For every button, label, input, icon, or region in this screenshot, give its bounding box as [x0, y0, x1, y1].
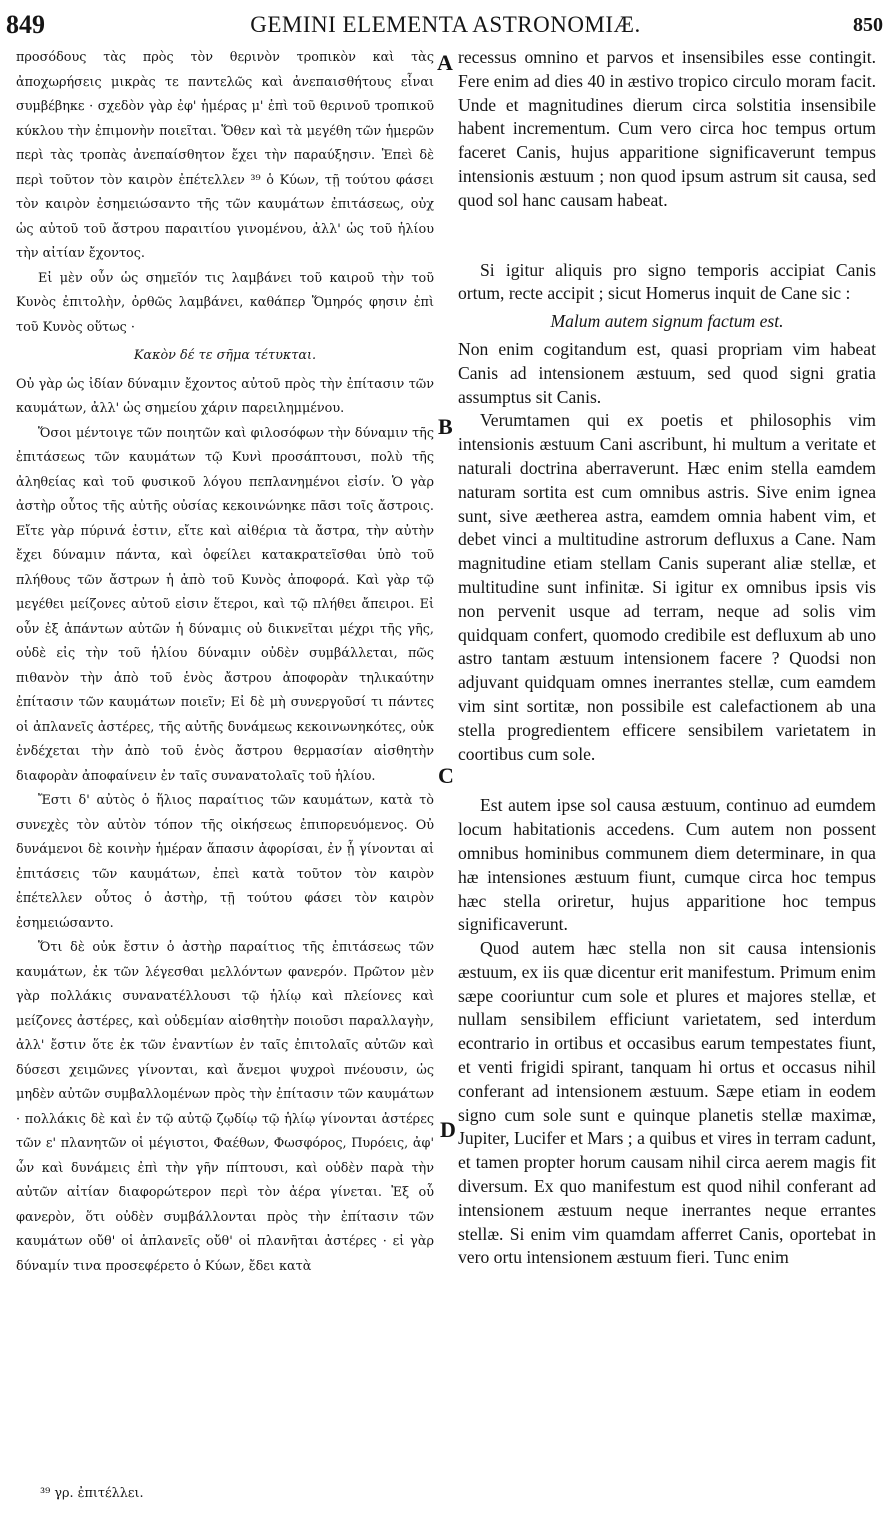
margin-letter-a: A: [437, 50, 453, 75]
greek-paragraph-4: Ὅσοι μέντοιγε τῶν ποιητῶν καὶ φιλοσόφων τὴν δύναμιν τῆς ἐπιτάσεως τῶν καυμάτων τῷ Κυνὶ προσάπτουσι, πολὺ τῆς ἀληθείας καὶ τοῦ φυσικοῦ λόγου πεπλανημένοι εἰσίν. Ὁ γὰρ ἀστὴρ οὗτος τῆς αὐτῆς οὐσίας κεκοινώνηκε πᾶσι τοῖς ἄστροις. Εἴτε γὰρ πύρινά ἐστιν, εἴτε καὶ αἰθέρια τὰ ἄστρα, τὴν αὐτὴν ἔχει δύναμιν πάντα, καὶ ὀφείλει κατακρατεῖσθαι ὑπὸ τοῦ πλήθους τῶν ἄστρων ἡ ἀπὸ τοῦ Κυνὸς ἀποφορά. Καὶ γὰρ τῷ μεγέθει μείζονες αὐτοῦ εἰσιν ἕτεροι, καὶ τῷ πλήθει ἄπειροι. Εἰ οὖν ἐξ ἁπάντων αὐτῶν ἡ δύναμις οὐ διικνεῖται μέχρι τῆς γῆς, οὐδὲ εἰς τὴν τοῦ ἡλίου δύναμιν οὐδὲν συμβάλλεται, πῶς πιθανὸν τὴν ἀπὸ τοῦ ἑνὸς ἄστρου ἀποφορὰν τηλικαύτην ἐπίτασιν τῶν καυμάτων ποιεῖν; Εἰ δὲ μὴ συνεργοῦσί τι πάντες οἱ ἀπλανεῖς ἀστέρες, τῆς αὐτῆς δυνάμεως κεκοινωνηκότες, οὐκ ἐνδέχεται τὴν ἀπὸ τοῦ ἑνὸς ἄστρου θερμασίαν αἰσθητὴν διαφορὰν ἀποφαίνειν ἐν ταῖς συνανατολαῖς τοῦ ἡλίου.: [16, 425, 434, 784]
latin-paragraph-3: Non enim cogitandum est, quasi propriam vim habeat Canis ad intensionem æstuum, sed quod signi gratia assumptus sit Canis.: [458, 338, 876, 407]
margin-letter-d: D: [440, 1117, 456, 1142]
greek-paragraph-5: Ἔστι δ' αὐτὸς ὁ ἥλιος παραίτιος τῶν καυμάτων, κατὰ τὸ συνεχὲς τὸν αὐτὸν τόπον τῆς οἰκήσεως ἐπιπορευόμενος. Οὐ δυνάμενοι δὲ κοινὴν ἡμέραν ἅπασιν ἀφορίσαι, ἐν ᾗ γίνονται αἱ ἐπιτάσεις τῶν καυμάτων, ἐπεὶ κατὰ τοῦτον τὸν καιρὸν ἐπέτελλεν οὗτος ὁ ἀστὴρ, τῇ τούτου φάσει τὸν καιρὸν ἐσημειώσαντο.: [16, 793, 434, 931]
greek-paragraph-1: προσόδους τὰς πρὸς τὸν θερινὸν τροπικὸν καὶ τὰς ἀποχωρήσεις μικρὰς τε παντελῶς καὶ ἀνεπαισθήτους εἶναι συμβέβηκε · σχεδὸν γὰρ ἐφ' ἡμέρας μ' ἐπὶ τοῦ θερινοῦ τροπικοῦ κύκλου τὴν ἐπιμονὴν ποιεῖται. Ὅθεν καὶ τὰ μεγέθη τῶν ἡμερῶν περὶ τὰς τροπὰς ἀνεπαίσθητον ἔχει τὴν παραύξησιν. Ἐπεὶ δὲ περὶ τοῦτον τὸν καιρὸν ἐπέτελλεν ³⁹ ὁ Κύων, τῇ τούτου φάσει τὸν καιρὸν ἐσημειώσαντο τῆς τῶν καυμάτων ἐπιτάσεως, οὐχ ὡς αὐτοῦ τοῦ ἄστρου παραιτίου γινομένου, ἀλλ' ὡς τοῦ ἡλίου τὴν αἰτίαν ἔχοντος.: [16, 50, 434, 261]
margin-letter-b: B: [438, 414, 453, 439]
latin-homer-quote: Malum autem signum factum est.: [550, 311, 784, 332]
latin-paragraph-1: recessus omnino et parvos et insensibiles esse contingit. Fere enim ad dies 40 in æstivo tropico circulo moram facit. Unde et magnitudines dierum circa solstitia insensibile habent incrementum. Cum vero circa hoc tempus ortum faceret Canis, hujus apparitione significaverunt tempus intensionis æstuum ; non quod ipsum astrum sit causa, sed quod sol hanc causam habeat.: [458, 47, 876, 210]
latin-column: [458, 46, 876, 1270]
latin-paragraph-5: Est autem ipse sol causa æstuum, continuo ad eumdem locum habitationis accedens. Cum autem non possent omnibus hominibus communem diem determinare, in qua hæ intensiones æstuum fiunt, cumque circa hoc tempus hæc stella oriretur, hujus apparitione hoc tempus significaverunt.: [458, 795, 876, 935]
greek-paragraph-3: Οὐ γὰρ ὡς ἰδίαν δύναμιν ἔχοντος αὐτοῦ πρὸς τὴν ἐπίτασιν τῶν καυμάτων, ἀλλ' ὡς σημείου χάριν παρειλημμένου.: [16, 376, 434, 416]
page-number-right: 850: [853, 14, 883, 36]
latin-paragraph-4: Verumtamen qui ex poetis et philosophis vim intensionis æstuum Cani ascribunt, hi multum a veritate et naturali doctrina aberraverunt. Hæc enim stella eamdem naturam sortita est cum omnibus astris. Sive enim ignea sunt, sive æetherea astra, eamdem omnia habent vim, et debet vinci a multitudine astrorum defluxus a Cane. Nam magnitudine etiam stellam Canis superant aliæ stellæ, et multitudine sunt infinitæ. Si igitur ex omnibus ipsis vis non pervenit usque ad terram, neque ad solis vim quidquam confert, quomodo credibile est defluxum ab uno astro tantam æstuum intensionem facere ? Quodsi non adjuvant quidquam omnes inerrantes stellæ, cum eamdem vim sint sortitæ, non possibile est calefactionem ab una stella progredientem efficere sensibilem varietatem in coortibus cum sole.: [458, 410, 876, 764]
margin-letter-c: C: [438, 763, 454, 788]
latin-paragraph-6: Quod autem hæc stella non sit causa intensionis æstuum, ex iis quæ dicentur erit manifestum. Primum enim sæpe cooriuntur cum sole et plures et majores stellæ, et nullam sensibilem efficiunt varietatem, sed interdum econtrario in ortibus et occasibus earum tempestates fiunt, et venti frigidi spirant, tanquam hi ortus et occasus nihil conferant ad intensionem æstuum. Sæpe etiam in eodem signo cum sole sunt e quinque planetis stellæ maximæ, Jupiter, Lucifer et Mars ; a quibus et vires in terram cadunt, et tamen propter horum causam nihil circa aerem magis fit diversum. Ex quo manifestum est quod nihil conferant ad intensionem æstuum neque inerrantes neque errantes stellæ. Si enim vim quamdam afferret Canis, oportebat in vero ortu intensionem æstuum fieri. Tunc enim: [458, 938, 876, 1268]
running-title: GEMINI ELEMENTA ASTRONOMIÆ.: [250, 12, 641, 37]
page-number-left: 849: [6, 10, 45, 39]
footnote-rule: [16, 1478, 146, 1479]
latin-paragraph-2: Si igitur aliquis pro signo temporis accipiat Canis ortum, recte accipit ; sicut Homerus inquit de Cane sic :: [458, 259, 876, 304]
footnote: ³⁹ γρ. ἐπιτέλλει.: [40, 1486, 144, 1501]
greek-column: [16, 46, 434, 1279]
greek-paragraph-2: Εἰ μὲν οὖν ὡς σημεῖόν τις λαμβάνει τοῦ καιροῦ τὴν τοῦ Κυνὸς ἐπιτολὴν, ὀρθῶς λαμβάνει, καθάπερ Ὅμηρός φησιν ἐπὶ τοῦ Κυνὸς οὕτως ·: [16, 270, 434, 335]
greek-homer-quote: Κακὸν δέ τε σῆμα τέτυκται.: [133, 348, 317, 363]
running-header: [0, 10, 891, 50]
greek-paragraph-6: Ὅτι δὲ οὐκ ἔστιν ὁ ἀστὴρ παραίτιος τῆς ἐπιτάσεως τῶν καυμάτων, ἐκ τῶν λέγεσθαι μελλόντων φανερόν. Πρῶτον μὲν γὰρ πολλάκις συνανατέλλουσι τῷ ἡλίῳ καὶ πλείονες καὶ μείζονες ἀστέρες, καὶ οὐδεμίαν αἰσθητὴν ποιοῦσι παραλλαγὴν, ἀλλ' ἔστιν ὅτε ἐκ τῶν ἐναντίων ἐν ταῖς ἐπιτολαῖς αὐτῶν καὶ δύσεσι χειμῶνες γίνονται, καὶ ἄνεμοι ψυχροὶ πνέουσιν, ὡς μηδὲν αὐτῶν συμβαλλομένων πρὸς τὴν ἐπίτασιν τῶν καυμάτων · πολλάκις δὲ καὶ ἐν τῷ αὐτῷ ζῳδίῳ τῷ ἡλίῳ γίνονται ἀστέρες τῶν ε' πλανητῶν οἱ μέγιστοι, Φαέθων, Φωσφόρος, Πυρόεις, ἀφ' ὧν καὶ δυνάμεις ἐπὶ τὴν γῆν πίπτουσι, καὶ οὐδὲν παρὰ τὴν αὐτῶν αἰτίαν διαφορώτερον περὶ τὸν ἀέρα γίνεται. Ἐξ οὗ φανερὸν, ὅτι οὐδὲν συμβάλλονται πρὸς τὴν ἐπίτασιν τῶν καυμάτων οὔθ' οἱ ἀπλανεῖς οὔθ' οἱ πλανῆται ἀστέρες · εἰ γὰρ δύναμίν τινα προσεφέρετο ὁ Κύων, ἔδει κατὰ: [16, 940, 434, 1274]
